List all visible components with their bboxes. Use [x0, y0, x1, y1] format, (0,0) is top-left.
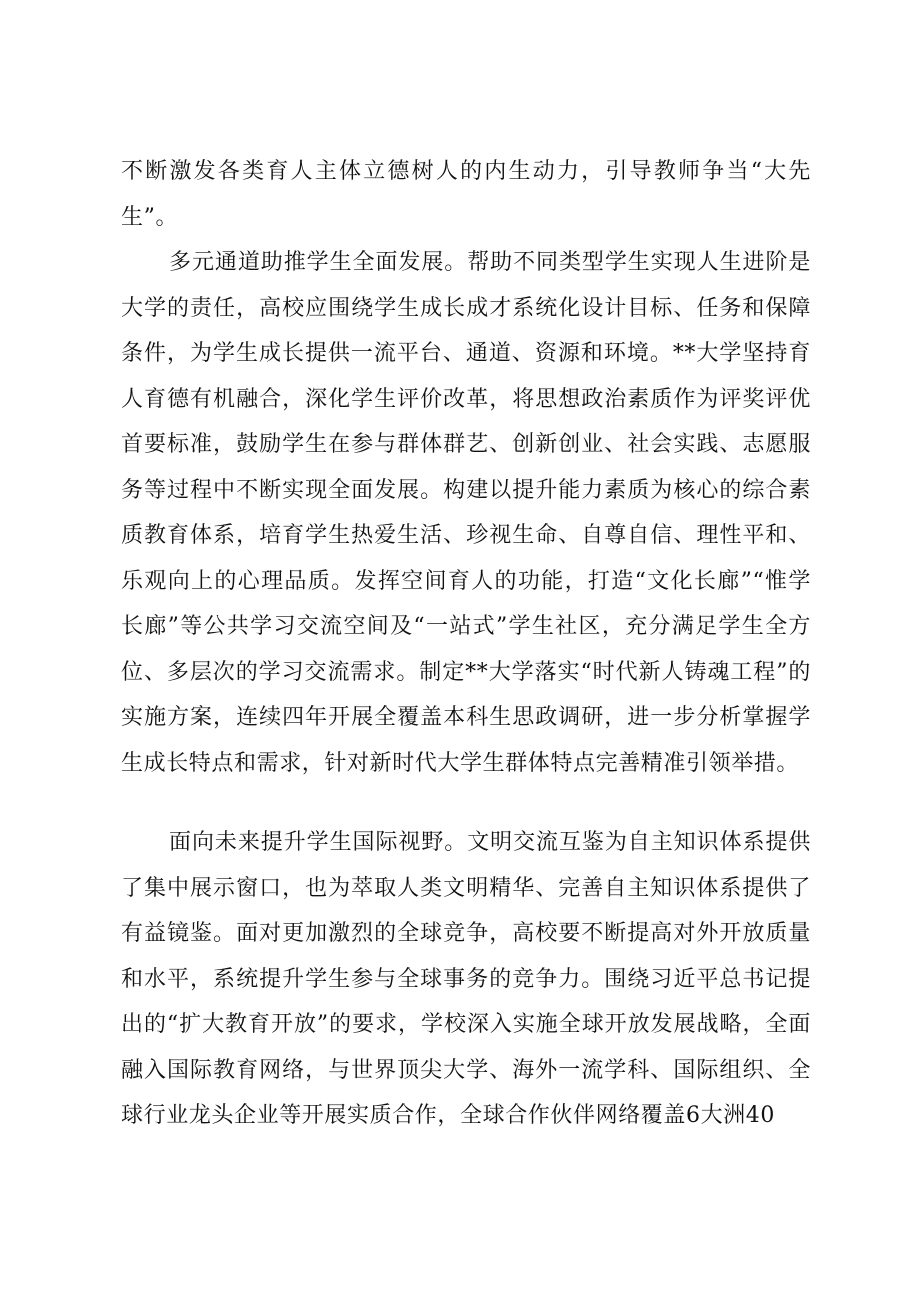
paragraph-3-text: 面向未来提升学生国际视野。文明交流互鉴为自主知识体系提供了集中展示窗口，也为萃取人类文明精华、完善自主知识体系提供了有益镜鉴。面对更加激烈的全球竞争，高校要不断提高对外开放质量和水平，系统提升学生参与全球事务的竞争力。围绕习近平总书记提出的“扩大教育开放”的要求，学校深入实施全球开放发展战略，全面融入国际教育网络，与世界顶尖大学、海外一流学科、国际组织、全球行业龙头企业等开展实质合作，全球合作伙伴网络覆盖6大洲40: [121, 830, 811, 1128]
paragraph-student-development: [121, 240, 811, 786]
paragraph-1-text: 不断激发各类育人主体立德树人的内生动力，引导教师争当“大先生”。: [121, 159, 811, 230]
paragraph-2-text: 多元通道助推学生全面发展。帮助不同类型学生实现人生进阶是大学的责任，高校应围绕学生成长成才系统化设计目标、任务和保障条件，为学生成长提供一流平台、通道、资源和环境。**大学坚持育人育德有机融合，深化学生评价改革，将思想政治素质作为评奖评优首要标准，鼓励学生在参与群体群艺、创新创业、社会实践、志愿服务等过程中不断实现全面发展。构建以提升能力素质为核心的综合素质教育体系，培育学生热爱生活、珍视生命、自尊自信、理性平和、乐观向上的心理品质。发挥空间育人的功能，打造“文化长廊”“惟学长廊”等公共学习交流空间及“一站式”学生社区，充分满足学生全方位、多层次的学习交流需求。制定**大学落实“时代新人铸魂工程”的实施方案，连续四年开展全覆盖本科生思政调研，进一步分析掌握学生成长特点和需求，针对新时代大学生群体特点完善精准引领举措。: [121, 250, 811, 776]
paragraph-international-vision: [121, 820, 811, 1139]
paragraph-continuation: [121, 149, 811, 240]
